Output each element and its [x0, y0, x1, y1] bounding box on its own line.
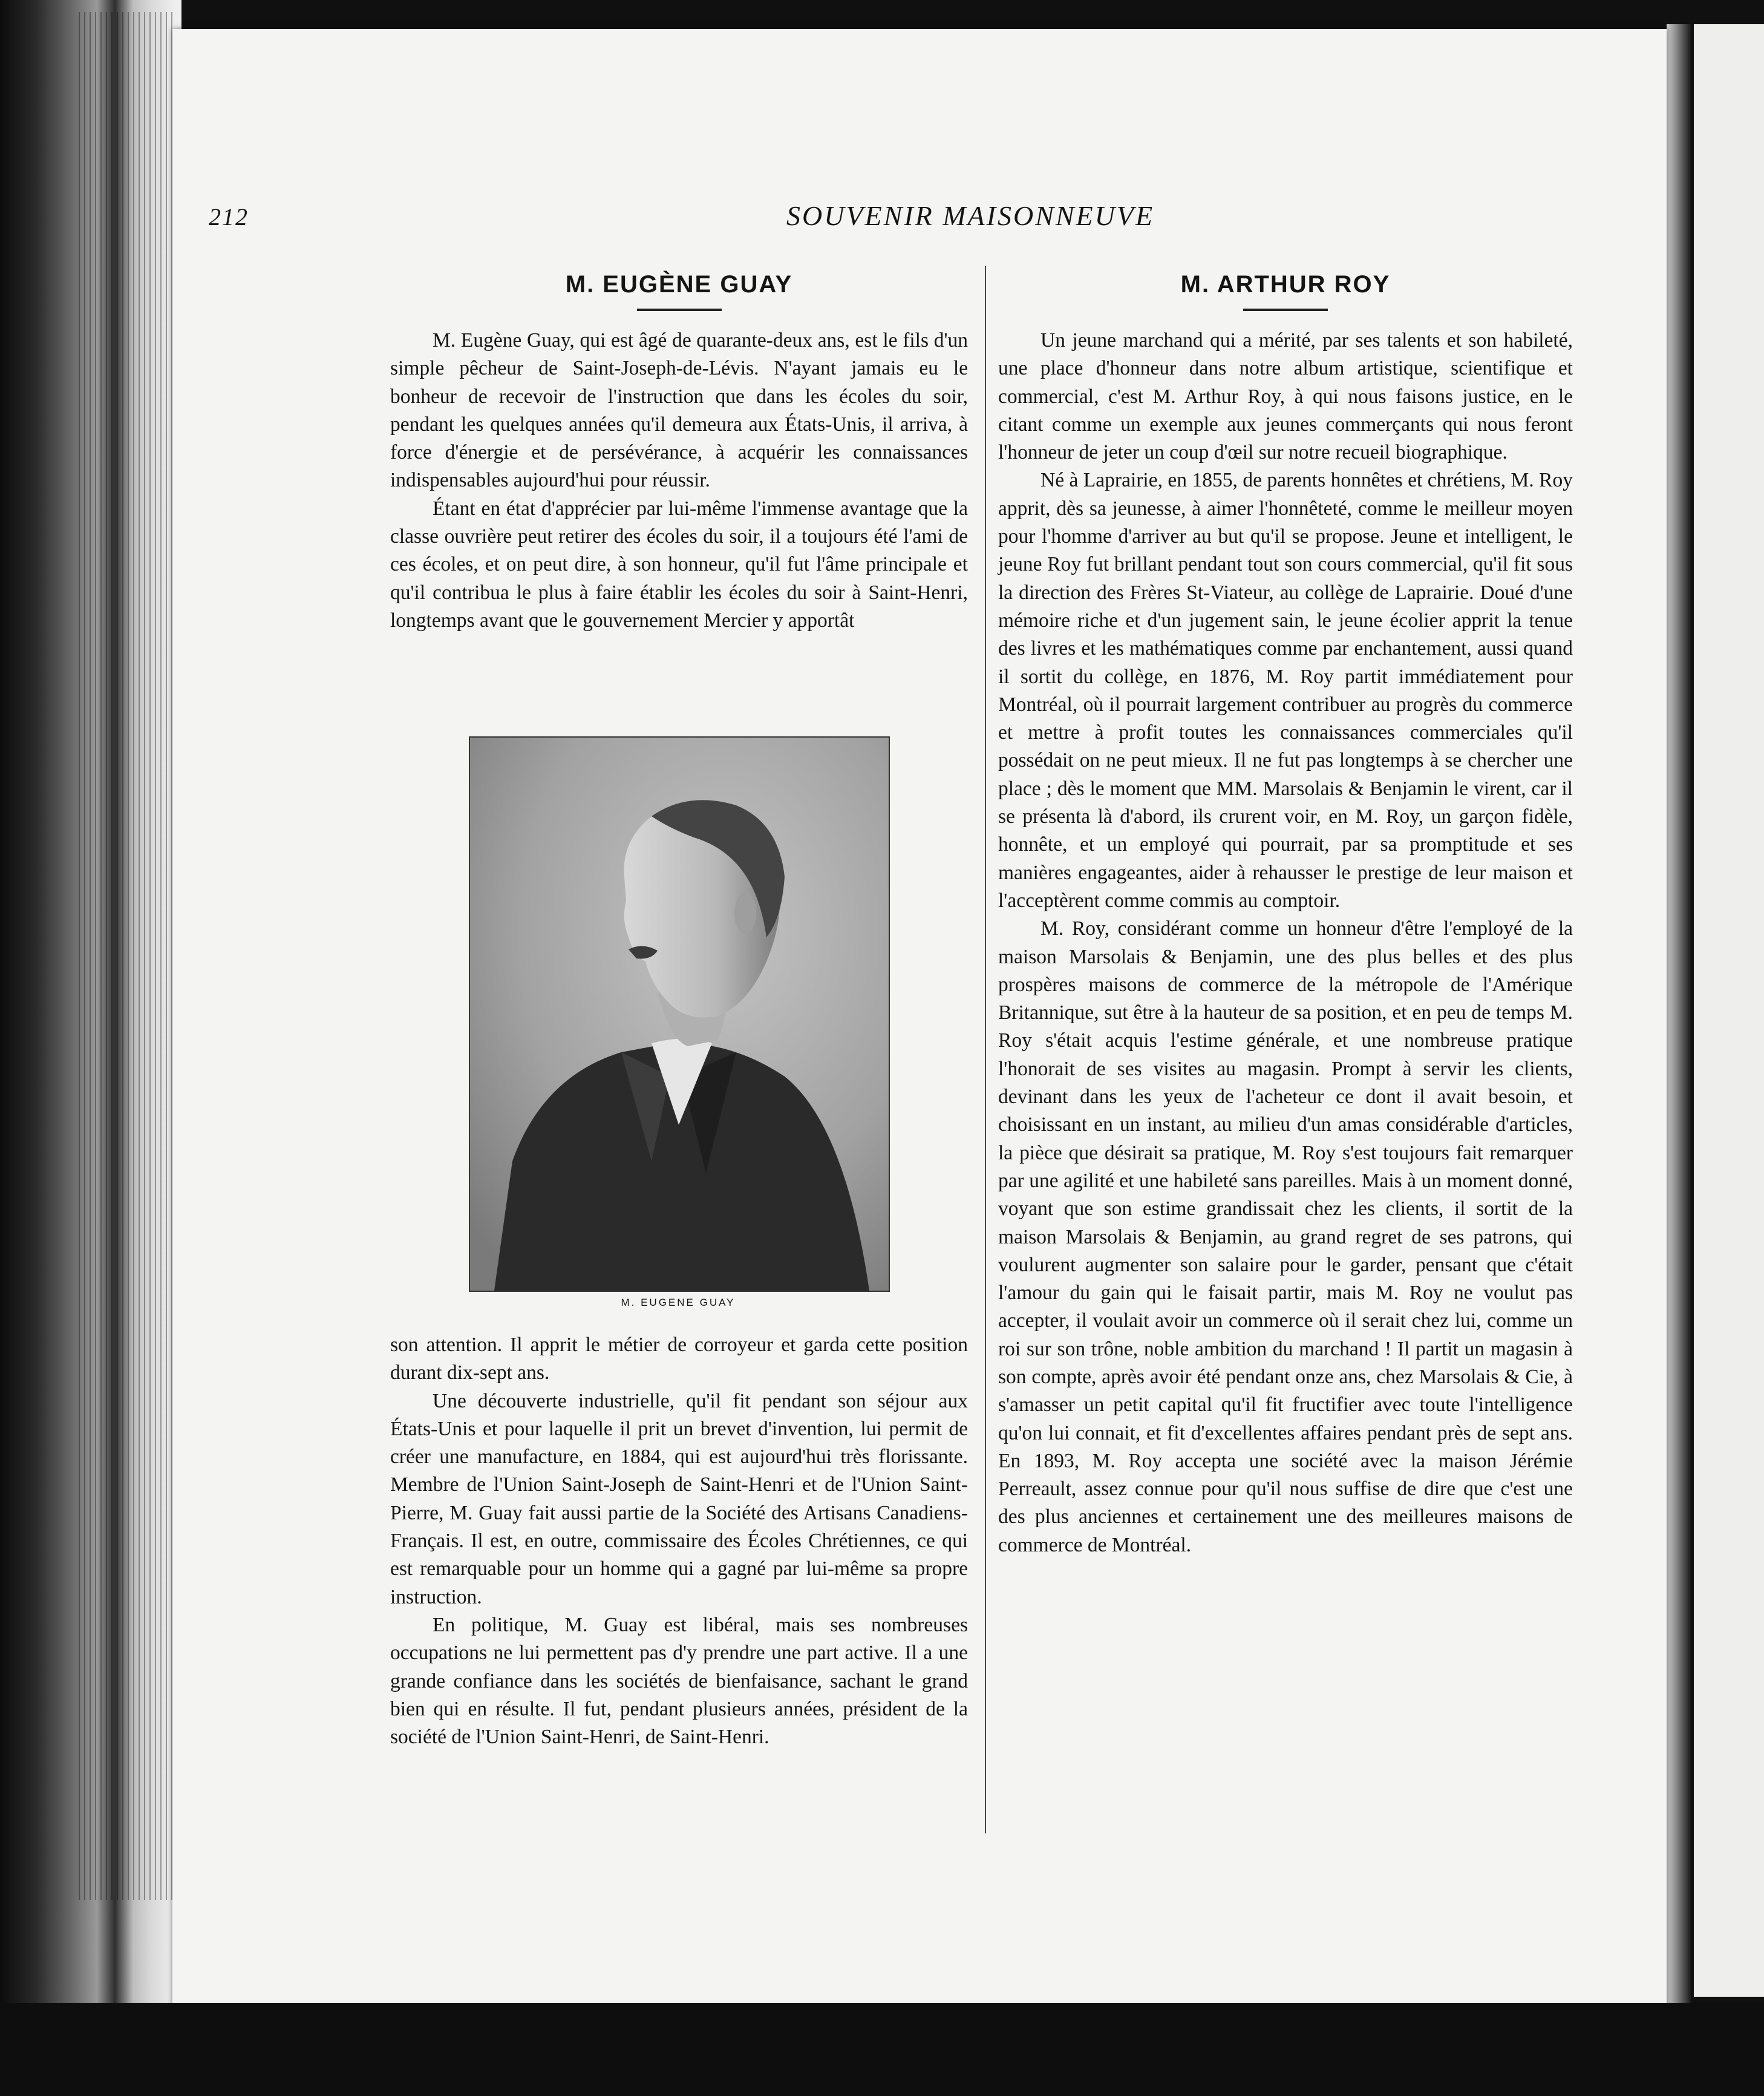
- stacked-page-edges: [79, 12, 175, 1900]
- paragraph: Étant en état d'apprécier par lui-même l'immense avantage que la classe ouvrière peut retirer des écoles du soir, il a toujours été l'ami de ces écoles, et on peut dire, à son honneur, qu'il fut l'âme principale et qu'il contribua le plus à faire établir les écoles du soir à Saint-Henri, longtemps avant que le gouvernement Mercier y apportât: [390, 497, 968, 632]
- article-heading: M. ARTHUR ROY: [1180, 271, 1391, 298]
- paragraph: M. Roy, considérant comme un honneur d'être l'employé de la maison Marsolais & Benjamin, une des plus belles et des plus prospères maisons de commerce de la métropole de l'Amérique Britannique, sut être à la hauteur de sa position, et en peu de temps M. Roy s'était acquis l'estime générale, et une nombreuse pratique l'honorait de ses visites au magasin. Prompt à servir les clients, devinant dans les yeux de l'acheteur ce dont il avait besoin, et choisissant en un instant, au milieu d'un amas considérable d'articles, la pièce que désirait sa pratique, M. Roy s'est toujours fait remarquer par une agilité et une habileté sans pareilles. Mais à un moment donné, voyant que son estime grandissait chez les clients, il sortit de la maison Marsolais & Benjamin, au grand regret de ses patrons, qui voulurent augmenter son salaire pour le garder, pensant que c'était l'amour du gain qui le faisait partir, mais M. Roy ne voulut pas accepter, il voulait avoir un commerce où il serait chez lui, comme un roi sur son trône, noble ambition du marchand ! Il partit un magasin à son compte, après avoir été pendant onze ans, chez Marsolais & Cie, à s'amasser un petit capital qu'il fit fructifier avec toute l'intelligence qu'on lui connait, et fit d'excellentes affaires pendant près de sept ans. En 1893, M. Roy accepta une société avec la maison Jérémie Perreault, assez connue pour qu'il nous suffise de dire que c'est une des plus anciennes et certainement une des meilleures maisons de commerce de Montréal.: [998, 917, 1573, 1556]
- column-divider: [985, 266, 986, 1833]
- article-eugene-guay-continued: [390, 1331, 968, 1751]
- running-title: SOUVENIR MAISONNEUVE: [786, 200, 1155, 231]
- portrait-caption: M. EUGENE GUAY: [621, 1297, 736, 1308]
- paragraph: son attention. Il apprit le métier de corroyeur et garda cette position durant dix-sept ans.: [390, 1334, 968, 1384]
- heading-rule: [637, 309, 722, 311]
- facing-page-edge: [1694, 24, 1764, 1997]
- paragraph: Un jeune marchand qui a mérité, par ses talents et son habileté, une place d'honneur dans notre album artistique, scientifique et commercial, c'est M. Arthur Roy, à qui nous faisons justice, en le citant comme un exemple aux jeunes commerçants qui nous feront l'honneur de jeter un coup d'œil sur notre recueil biographique.: [998, 329, 1573, 464]
- paragraph: Né à Laprairie, en 1855, de parents honnêtes et chrétiens, M. Roy apprit, dès sa jeunesse, à aimer l'honnêteté, comme le meilleur moyen pour l'homme d'arriver au but qu'il se propose. Jeune et intelligent, le jeune Roy fut brillant pendant tout son cours commercial, qu'il fit sous la direction des Frères St-Viateur, au collège de Laprairie. Doué d'une mémoire riche et d'un jugement sain, le jeune écolier apprit la tenue des livres et les mathématiques comme par enchantement, aussi quand il sortit du collège, en 1876, M. Roy partit immédiatement pour Montréal, où il pourrait largement contribuer au progrès du commerce et mettre à profit toutes les connaissances commerciales qu'il possédait on ne peut mieux. Il ne fut pas longtemps à se chercher une place ; dès le moment que MM. Marsolais & Benjamin le virent, car il se présenta là d'abord, ils crurent voir, en M. Roy, un garçon fidèle, honnête, et un employé qui pourrait, par sa promptitude et ses manières engageantes, aider à rehausser le prestige de leur maison et l'acceptèrent comme commis au comptoir.: [998, 469, 1573, 912]
- paragraph: M. Eugène Guay, qui est âgé de quarante-deux ans, est le fils d'un simple pêcheur de Saint-Joseph-de-Lévis. N'ayant jamais eu le bonheur de recevoir de l'instruction que dans les écoles du soir, pendant les quelques années qu'il demeura aux États-Unis, il arriva, à force d'énergie et de persévérance, à acquérir les connaissances indispensables aujourd'hui pour réussir.: [390, 329, 968, 492]
- paragraph: Une découverte industrielle, qu'il fit pendant son séjour aux États-Unis et pour laquelle il prit un brevet d'invention, lui permit de créer une manufacture, en 1884, qui est aujourd'hui très florissante. Membre de l'Union Saint-Joseph de Saint-Henri et de l'Union Saint-Pierre, M. Guay fait aussi partie de la Société des Artisans Canadiens-Français. Il est, en outre, commissaire des Écoles Chrétiennes, ce qui est remarquable pour un homme qui a gagné par lui-même sa propre instruction.: [390, 1389, 968, 1608]
- paragraph: En politique, M. Guay est libéral, mais ses nombreuses occupations ne lui permettent pas d'y prendre une part active. Il a une grande confiance dans les sociétés de bienfaisance, sachant le grand bien qui en résulte. Il fut, pendant plusieurs années, président de la société de l'Union Saint-Henri, de Saint-Henri.: [390, 1613, 968, 1749]
- page-number: 212: [209, 203, 249, 231]
- heading-rule: [1243, 309, 1328, 311]
- book-spine: [0, 0, 181, 2096]
- article-eugene-guay: [390, 266, 968, 635]
- article-arthur-roy: [998, 266, 1573, 1559]
- article-heading: M. EUGÈNE GUAY: [565, 271, 793, 298]
- scan-background: [0, 2003, 1764, 2096]
- page-gutter: [1667, 24, 1691, 2021]
- portrait-illustration: [470, 738, 889, 1291]
- portrait-photo: [469, 736, 890, 1292]
